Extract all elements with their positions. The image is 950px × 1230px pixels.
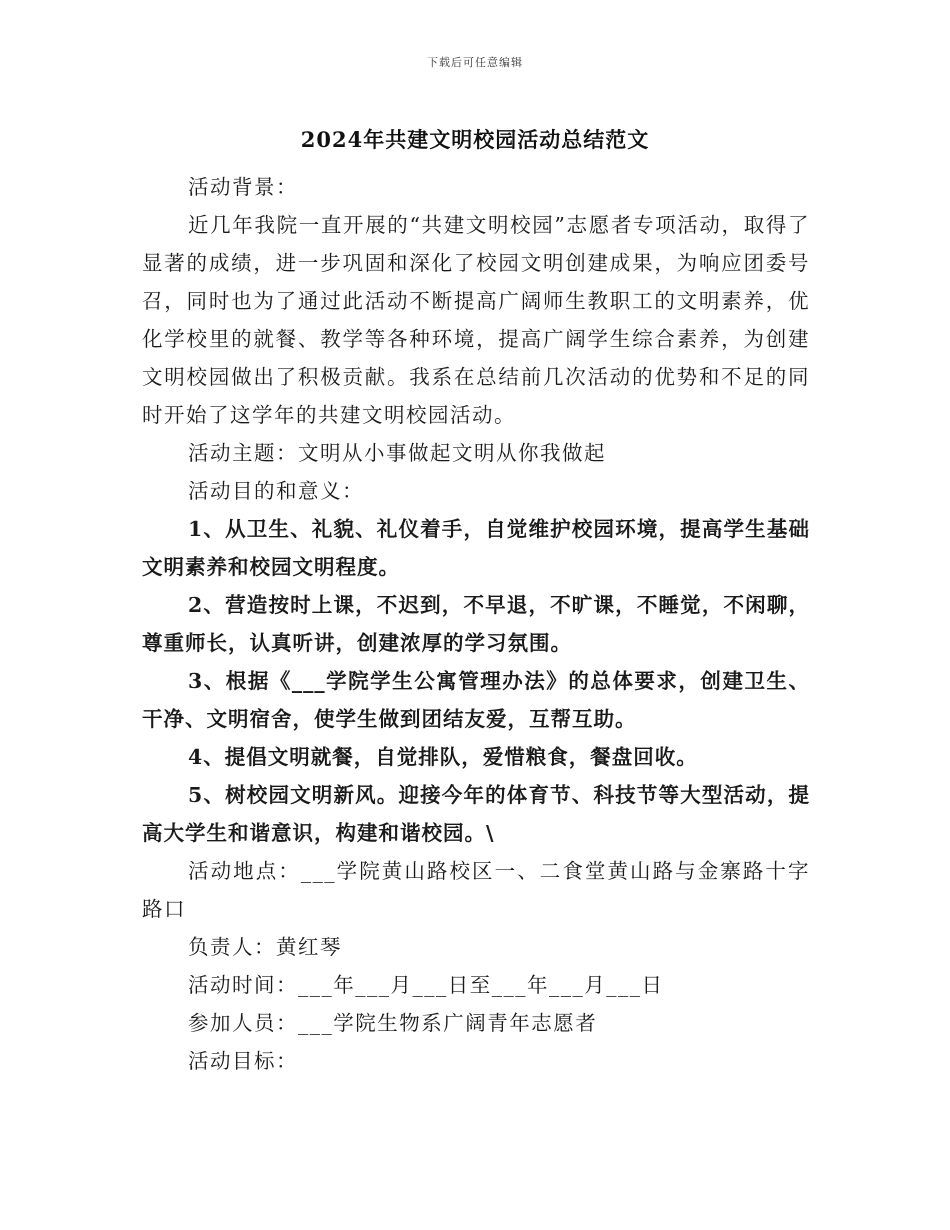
document-title: 2024年共建文明校园活动总结范文 bbox=[300, 127, 650, 152]
paragraph-person-in-charge: 负责人：黄红琴 bbox=[188, 935, 342, 959]
paragraph-location: 活动地点：___学院黄山路校区一、二食堂黄山路与金寨路十字路口 bbox=[142, 859, 810, 921]
purpose-item-1: 1、从卫生、礼貌、礼仪着手，自觉维护校园环境，提高学生基础文明素养和校园文明程度。 bbox=[142, 517, 810, 579]
paragraph-participants: 参加人员：___学院生物系广阔青年志愿者 bbox=[188, 1011, 598, 1035]
purpose-item-2: 2、营造按时上课，不迟到，不早退，不旷课，不睡觉，不闲聊，尊重师长，认真听讲，创建浓厚的学习氛围。 bbox=[142, 593, 810, 655]
document-body bbox=[142, 168, 810, 1080]
page-header-note: 下载后可任意编辑 bbox=[427, 56, 523, 69]
paragraph-goal-heading: 活动目标： bbox=[188, 1049, 298, 1073]
purpose-item-4: 4、提倡文明就餐，自觉排队，爱惜粮食，餐盘回收。 bbox=[188, 745, 698, 769]
paragraph-background-heading: 活动背景： bbox=[188, 175, 298, 199]
paragraph-activity-time: 活动时间：___年___月___日至___年___月___日 bbox=[188, 973, 664, 997]
paragraph-background-text: 近几年我院一直开展的“共建文明校园”志愿者专项活动，取得了显著的成绩，进一步巩固和深化了校园文明创建成果，为响应团委号召，同时也为了通过此活动不断提高广阔师生教职工的文明素养，优化学校里的就餐、教学等各种环境，提高广阔学生综合素养，为创建文明校园做出了积极贡献。我系在总结前几次活动的优势和不足的同时开始了这学年的共建文明校园活动。 bbox=[142, 213, 810, 427]
paragraph-purpose-heading: 活动目的和意义： bbox=[188, 479, 364, 503]
paragraph-theme: 活动主题：文明从小事做起文明从你我做起 bbox=[188, 441, 606, 465]
purpose-item-3: 3、根据《___学院学生公寓管理办法》的总体要求，创建卫生、干净、文明宿舍，使学生做到团结友爱，互帮互助。 bbox=[142, 669, 810, 731]
purpose-item-5: 5、树校园文明新风。迎接今年的体育节、科技节等大型活动，提高大学生和谐意识，构建和谐校园。\ bbox=[142, 783, 810, 845]
